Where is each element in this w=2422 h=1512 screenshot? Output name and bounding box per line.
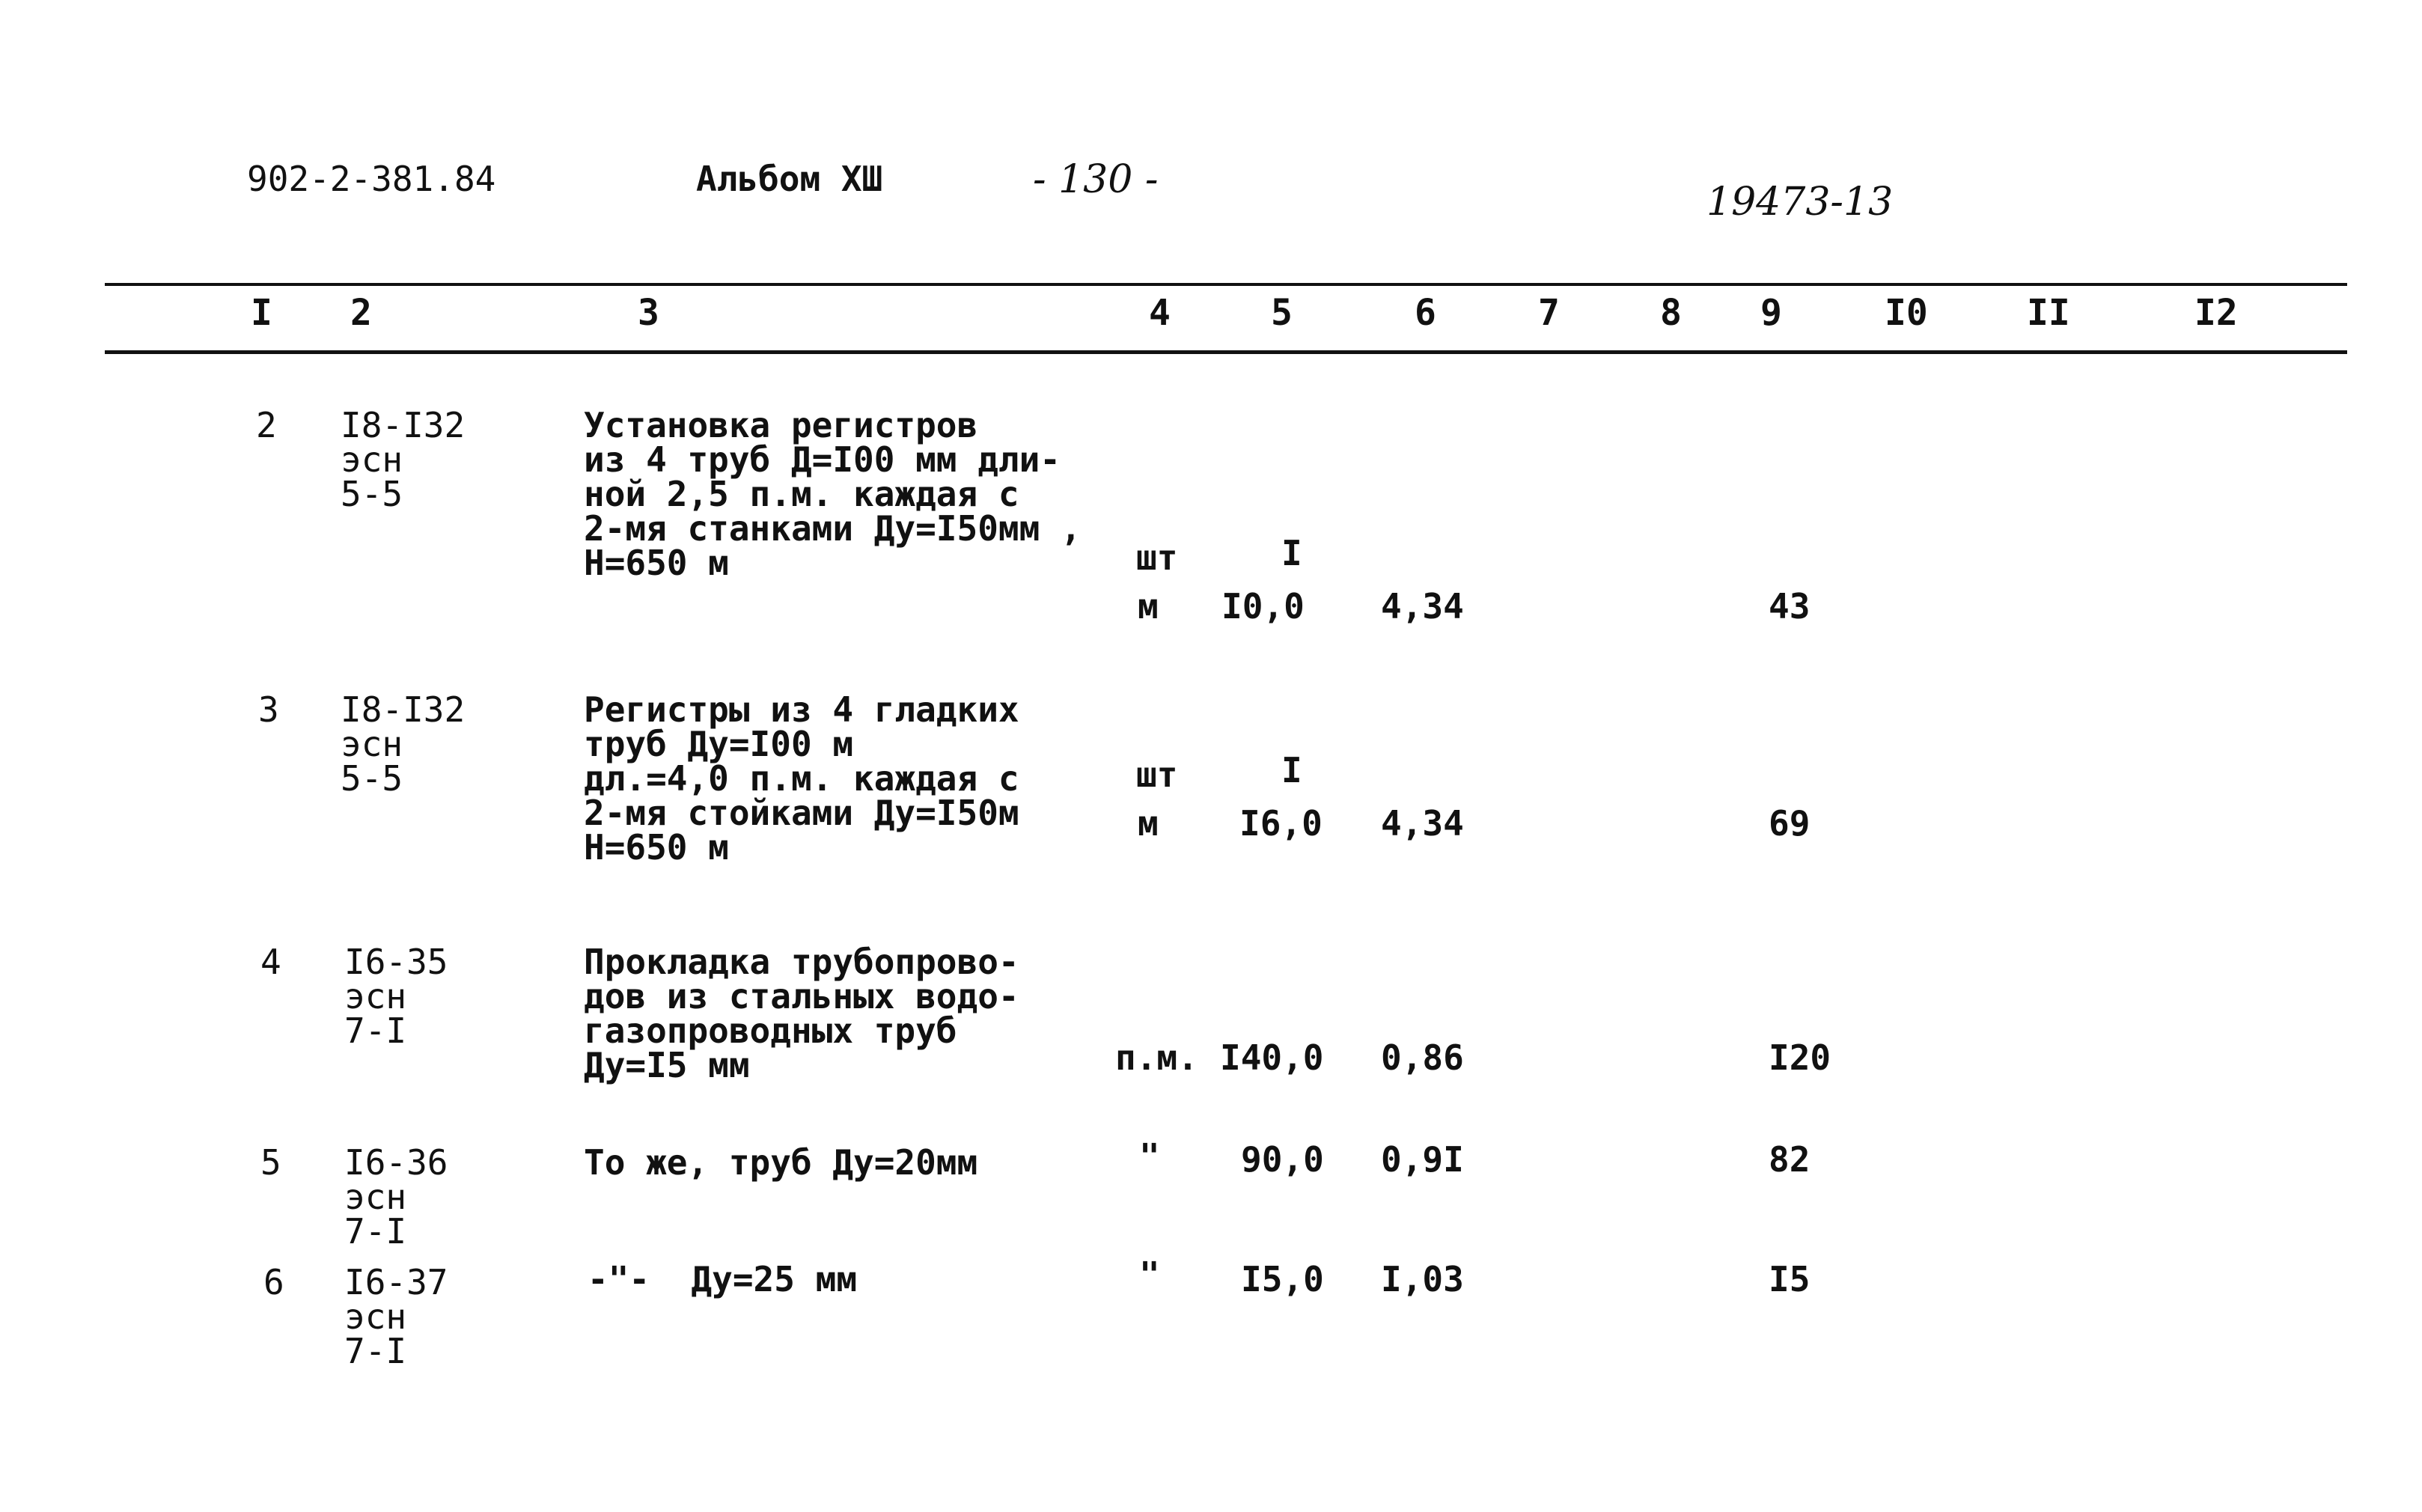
- row-total: I5: [1769, 1259, 1811, 1299]
- sheet-number: 19473-13: [1706, 180, 1894, 225]
- row-code: 7-I: [344, 1211, 407, 1252]
- row-quantity: I0,0: [1221, 586, 1305, 627]
- row-code: эсн: [344, 1296, 407, 1337]
- row-quantity: I6,0: [1239, 803, 1323, 844]
- row-code: 7-I: [344, 1331, 407, 1371]
- row-code: I8-I32: [341, 689, 466, 730]
- page-number: - 130 -: [1033, 157, 1159, 202]
- column-number: I: [251, 292, 272, 334]
- column-number: 7: [1538, 292, 1560, 334]
- row-unit: м: [1138, 586, 1159, 627]
- table-top-rule: [105, 283, 2347, 286]
- row-description: -"- Ду=25 мм: [588, 1259, 858, 1299]
- row-code: эсн: [344, 976, 407, 1016]
- row-code: I6-37: [344, 1262, 448, 1302]
- row-code: I6-35: [344, 942, 448, 982]
- row-number: 2: [256, 405, 277, 445]
- row-description: 2-мя станками Ду=I50мм ,: [584, 508, 1082, 549]
- row-norm: 4,34: [1381, 803, 1464, 844]
- row-code: эсн: [341, 439, 403, 480]
- row-number: 5: [260, 1142, 281, 1183]
- row-description: дов из стальных водо-: [584, 976, 1019, 1016]
- row-number: 3: [258, 689, 279, 730]
- row-quantity: I40,0: [1220, 1037, 1324, 1078]
- row-description: То же, труб Ду=20мм: [584, 1142, 978, 1183]
- row-total: I20: [1769, 1037, 1831, 1078]
- row-norm: 0,86: [1381, 1037, 1464, 1078]
- row-code: эсн: [341, 724, 403, 764]
- row-code: 7-I: [344, 1010, 407, 1051]
- column-number: 8: [1660, 292, 1682, 334]
- row-description: Н=650 м: [584, 543, 729, 583]
- row-description: Ду=I5 мм: [584, 1045, 750, 1085]
- column-number: 4: [1149, 292, 1171, 334]
- row-description: Установка регистров: [584, 405, 978, 445]
- row-quantity: I5,0: [1241, 1259, 1324, 1299]
- album-label: Альбом ХШ: [696, 159, 883, 199]
- column-number: 3: [638, 292, 659, 334]
- column-number: 6: [1415, 292, 1436, 334]
- document-code: 902-2-381.84: [247, 159, 496, 199]
- row-total: 69: [1769, 803, 1811, 844]
- row-description: Прокладка трубопрово-: [584, 942, 1019, 982]
- column-number: I0: [1885, 292, 1928, 334]
- row-unit: шт: [1136, 755, 1178, 795]
- row-description: Регистры из 4 гладких: [584, 689, 1019, 730]
- row-description: Н=650 м: [584, 827, 729, 868]
- column-number: 9: [1760, 292, 1782, 334]
- row-total: 43: [1769, 586, 1811, 627]
- row-unit: ": [1139, 1255, 1160, 1295]
- row-unit: м: [1138, 803, 1159, 844]
- row-code: 5-5: [341, 758, 403, 799]
- row-description: труб Ду=I00 м: [584, 724, 854, 764]
- row-unit: п.м.: [1115, 1037, 1198, 1078]
- column-number: 2: [350, 292, 372, 334]
- row-quantity: I: [1281, 750, 1302, 790]
- row-unit: ": [1139, 1136, 1160, 1177]
- row-norm: I,03: [1381, 1259, 1464, 1299]
- row-code: эсн: [344, 1177, 407, 1217]
- table-header-rule: [105, 350, 2347, 354]
- row-quantity: 90,0: [1241, 1139, 1324, 1180]
- row-description: газопроводных труб: [584, 1010, 957, 1051]
- row-number: 6: [263, 1262, 284, 1302]
- row-total: 82: [1769, 1139, 1811, 1180]
- column-number: II: [2027, 292, 2070, 334]
- column-number: 5: [1271, 292, 1293, 334]
- row-code: 5-5: [341, 474, 403, 514]
- column-number: I2: [2194, 292, 2238, 334]
- row-description: 2-мя стойками Ду=I50м: [584, 793, 1019, 833]
- row-unit: шт: [1136, 537, 1178, 578]
- row-quantity: I: [1281, 533, 1302, 573]
- row-description: из 4 труб Д=I00 мм дли-: [584, 439, 1061, 480]
- row-code: I8-I32: [341, 405, 466, 445]
- row-code: I6-36: [344, 1142, 448, 1183]
- row-description: ной 2,5 п.м. каждая с: [584, 474, 1019, 514]
- row-norm: 4,34: [1381, 586, 1464, 627]
- row-number: 4: [260, 942, 281, 982]
- row-norm: 0,9I: [1381, 1139, 1464, 1180]
- row-description: дл.=4,0 п.м. каждая с: [584, 758, 1019, 799]
